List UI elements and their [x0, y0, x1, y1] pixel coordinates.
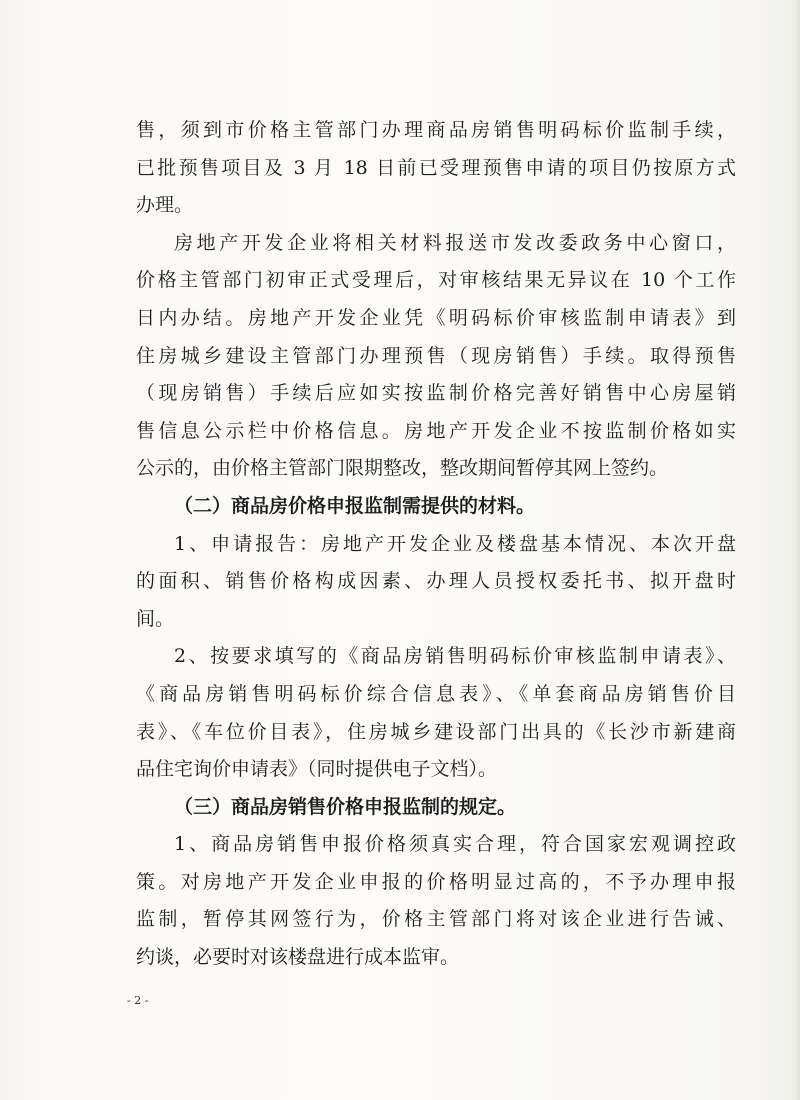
text-line: 售，须到市价格主管部门办理商品房销售明码标价监制手续， [136, 119, 736, 141]
text-line: 住房城乡建设主管部门办理预售（现房销售）手续。取得预售 [136, 344, 736, 367]
page-edge-shadow [794, 0, 800, 1100]
section-heading: （三）商品房销售价格申报监制的规定。 [174, 795, 517, 818]
page-number: - 2 - [127, 994, 149, 1007]
text-line: 品住宅询价申请表》（同时提供电子文档）。 [136, 758, 498, 781]
text-line: （现房销售）手续后应如实按监制价格完善好销售中心房屋销 [136, 382, 736, 405]
paragraph-start-line: 2、按要求填写的《商品房销售明码标价审核监制申请表》、 [174, 645, 736, 668]
text-line: 已批预售项目及 3 月 18 日前已受理预售申请的项目仍按原方式 [136, 156, 736, 179]
document-body [136, 112, 736, 977]
text-line: 售信息公示栏中价格信息。房地产开发企业不按监制价格如实 [136, 419, 736, 442]
text-line: 间。 [136, 607, 175, 630]
text-line: 公示的，由价格主管部门限期整改，整改期间暂停其网上签约。 [136, 457, 669, 480]
text-line: 约谈，必要时对该楼盘进行成本监审。 [136, 946, 460, 969]
text-line: 策。对房地产开发企业申报的价格明显过高的，不予办理申报 [136, 870, 736, 893]
paragraph-start-line: 房地产开发企业将相关材料报送市发改委政务中心窗口， [174, 231, 736, 254]
paragraph-start-line: 1、申请报告：房地产开发企业及楼盘基本情况、本次开盘 [174, 532, 736, 555]
text-line: 《商品房销售明码标价综合信息表》、《单套商品房销售价目 [136, 682, 736, 705]
text-line: 办理。 [136, 194, 194, 217]
section-heading: （二）商品房价格申报监制需提供的材料。 [174, 494, 536, 517]
text-line: 表》、《车位价目表》，住房城乡建设部门出具的《长沙市新建商 [136, 720, 736, 743]
text-line: 监制，暂停其网签行为，价格主管部门将对该企业进行告诫、 [136, 908, 736, 931]
paragraph-start-line: 1、商品房销售申报价格须真实合理，符合国家宏观调控政 [174, 833, 736, 856]
text-line: 的面积、销售价格构成因素、办理人员授权委托书、拟开盘时 [136, 570, 736, 593]
text-line: 价格主管部门初审正式受理后，对审核结果无异议在 10 个工作 [136, 269, 736, 292]
text-line: 日内办结。房地产开发企业凭《明码标价审核监制申请表》到 [136, 306, 736, 329]
